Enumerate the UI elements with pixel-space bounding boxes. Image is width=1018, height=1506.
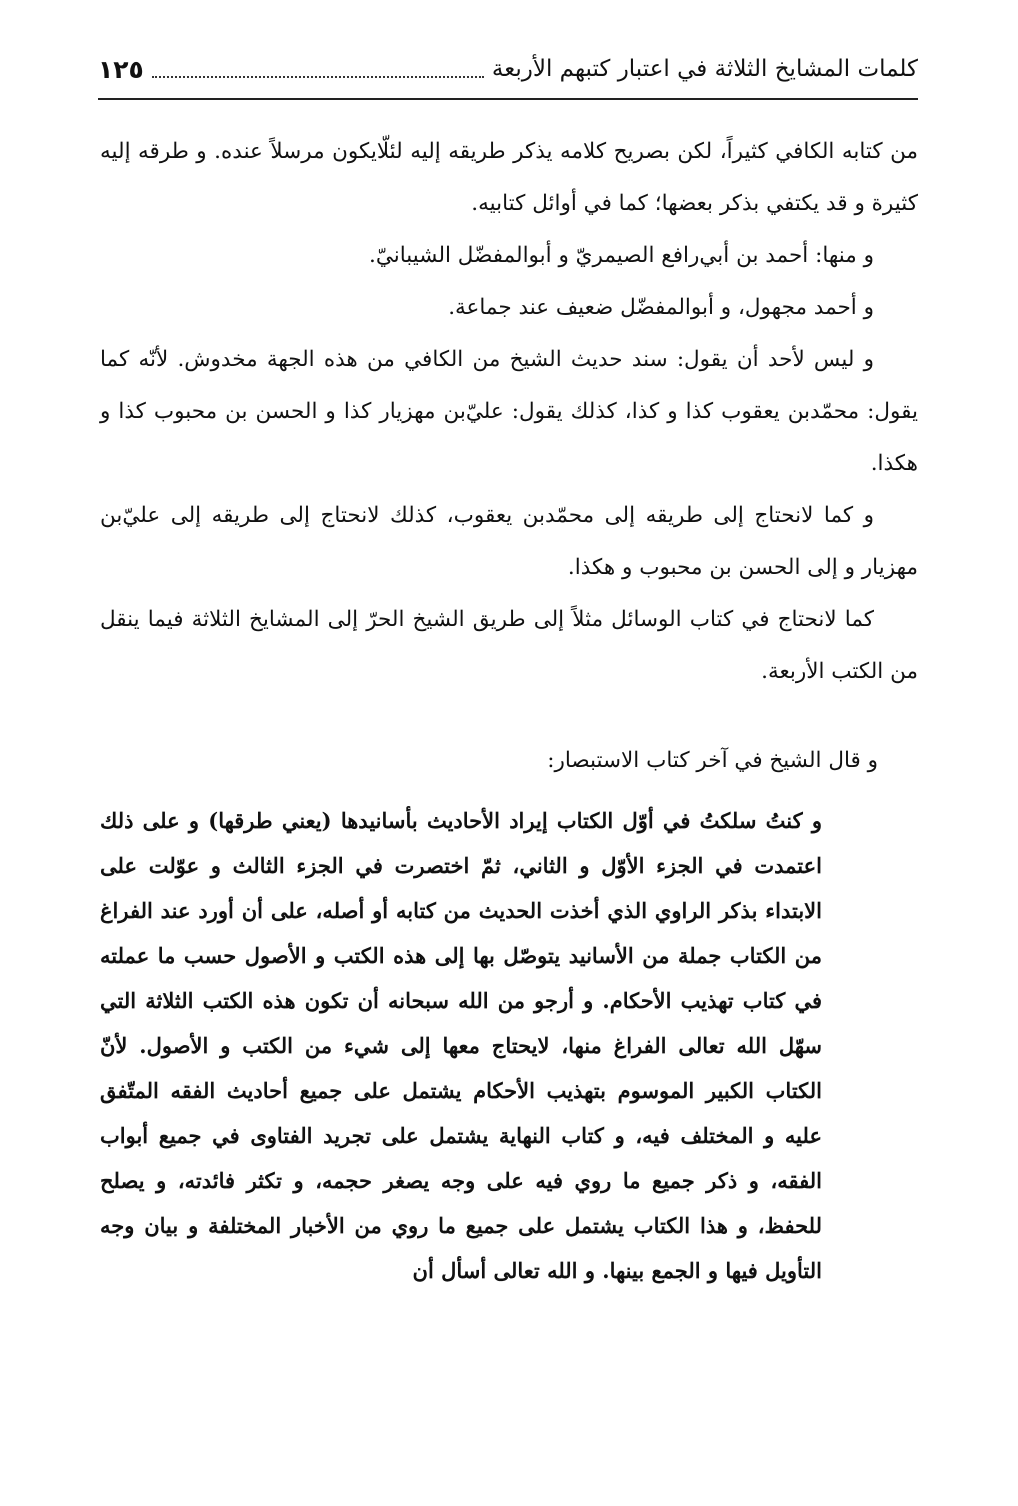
paragraph: من كتابه الكافي كثيراً، لكن بصريح كلامه يذكر طريقه إليه لئلّايكون مرسلاً عنده. و طرقه إليه كثيرة و قد يكتفي بذكر بعضها؛ كما في أوائل كتابيه. bbox=[100, 139, 918, 216]
paragraph: و منها: أحمد بن أبي‌رافع الصيمريّ و أبوالمفضّل الشيبانيّ. bbox=[369, 243, 874, 268]
paragraph: و كما لانحتاج إلى طريقه إلى محمّدبن يعقوب، كذلك لانحتاج إلى طريقه إلى عليّ‌بن مهزيار و إلى الحسن بن محبوب و هكذا. bbox=[100, 503, 918, 580]
quote-text: و كنتُ سلكتُ في أوّل الكتاب إيراد الأحاديث بأسانيدها (يعني طرقها) و على ذلك اعتمدت في الجزء الأوّل و الثاني، ثمّ اختصرت في الجزء الثالث و عوّلت على الابتداء بذكر الراوي الذي أخذت الحديث من كتابه أو أصله، على أن أورد عند الفراغ من الكتاب جملة من الأسانيد يتوصّل بها إلى هذه الكتب و الأصول حسب ما عملته في كتاب تهذيب الأحكام. و أرجو من الله سبحانه أن تكون هذه الكتب الثلاثة التي سهّل الله تعالى الفراغ منها، لايحتاج معها إلى شيء من الكتب و الأصول. لأنّ الكتاب الكبير الموسوم بتهذيب الأحكام يشتمل على جميع أحاديث الفقه المتّفق عليه و المختلف فيه، و كتاب النهاية يشتمل على تجريد الفتاوى في جميع أبواب الفقه، و ذكر جميع ما روي فيه على وجه يصغر حجمه، و تكثر فائدته، و يصلح للحفظ، و هذا الكتاب يشتمل على جميع ما روي من الأخبار المختلفة و بيان وجه التأويل فيها و الجمع بينها. و الله تعالى أسأل أن bbox=[100, 808, 822, 1283]
paragraph: و ليس لأحد أن يقول: سند حديث الشيخ من الكافي من هذه الجهة مخدوش. لأنّه كما يقول: محمّدبن يعقوب كذا و كذا، كذلك يقول: عليّ‌بن مهزيار كذا و الحسن بن محبوب كذا و هكذا. bbox=[100, 347, 918, 476]
paragraph: و أحمد مجهول، و أبوالمفضّل ضعيف عند جماعة. bbox=[448, 295, 874, 320]
header-title: كلمات المشايخ الثلاثة في اعتبار كتبهم الأربعة bbox=[491, 56, 918, 82]
paragraph: كما لانحتاج في كتاب الوسائل مثلاً إلى طريق الشيخ الحرّ إلى المشايخ الثلاثة فيما ينقل من الكتب الأربعة. bbox=[100, 607, 918, 684]
header-leader-dots bbox=[152, 76, 484, 78]
running-header bbox=[98, 44, 918, 94]
body-text bbox=[100, 126, 918, 698]
quote-block bbox=[100, 798, 822, 1293]
header-rule bbox=[98, 98, 918, 100]
page-number: ١٢٥ bbox=[98, 54, 144, 84]
quote-intro: و قال الشيخ في آخر كتاب الاستبصار: bbox=[547, 748, 878, 773]
